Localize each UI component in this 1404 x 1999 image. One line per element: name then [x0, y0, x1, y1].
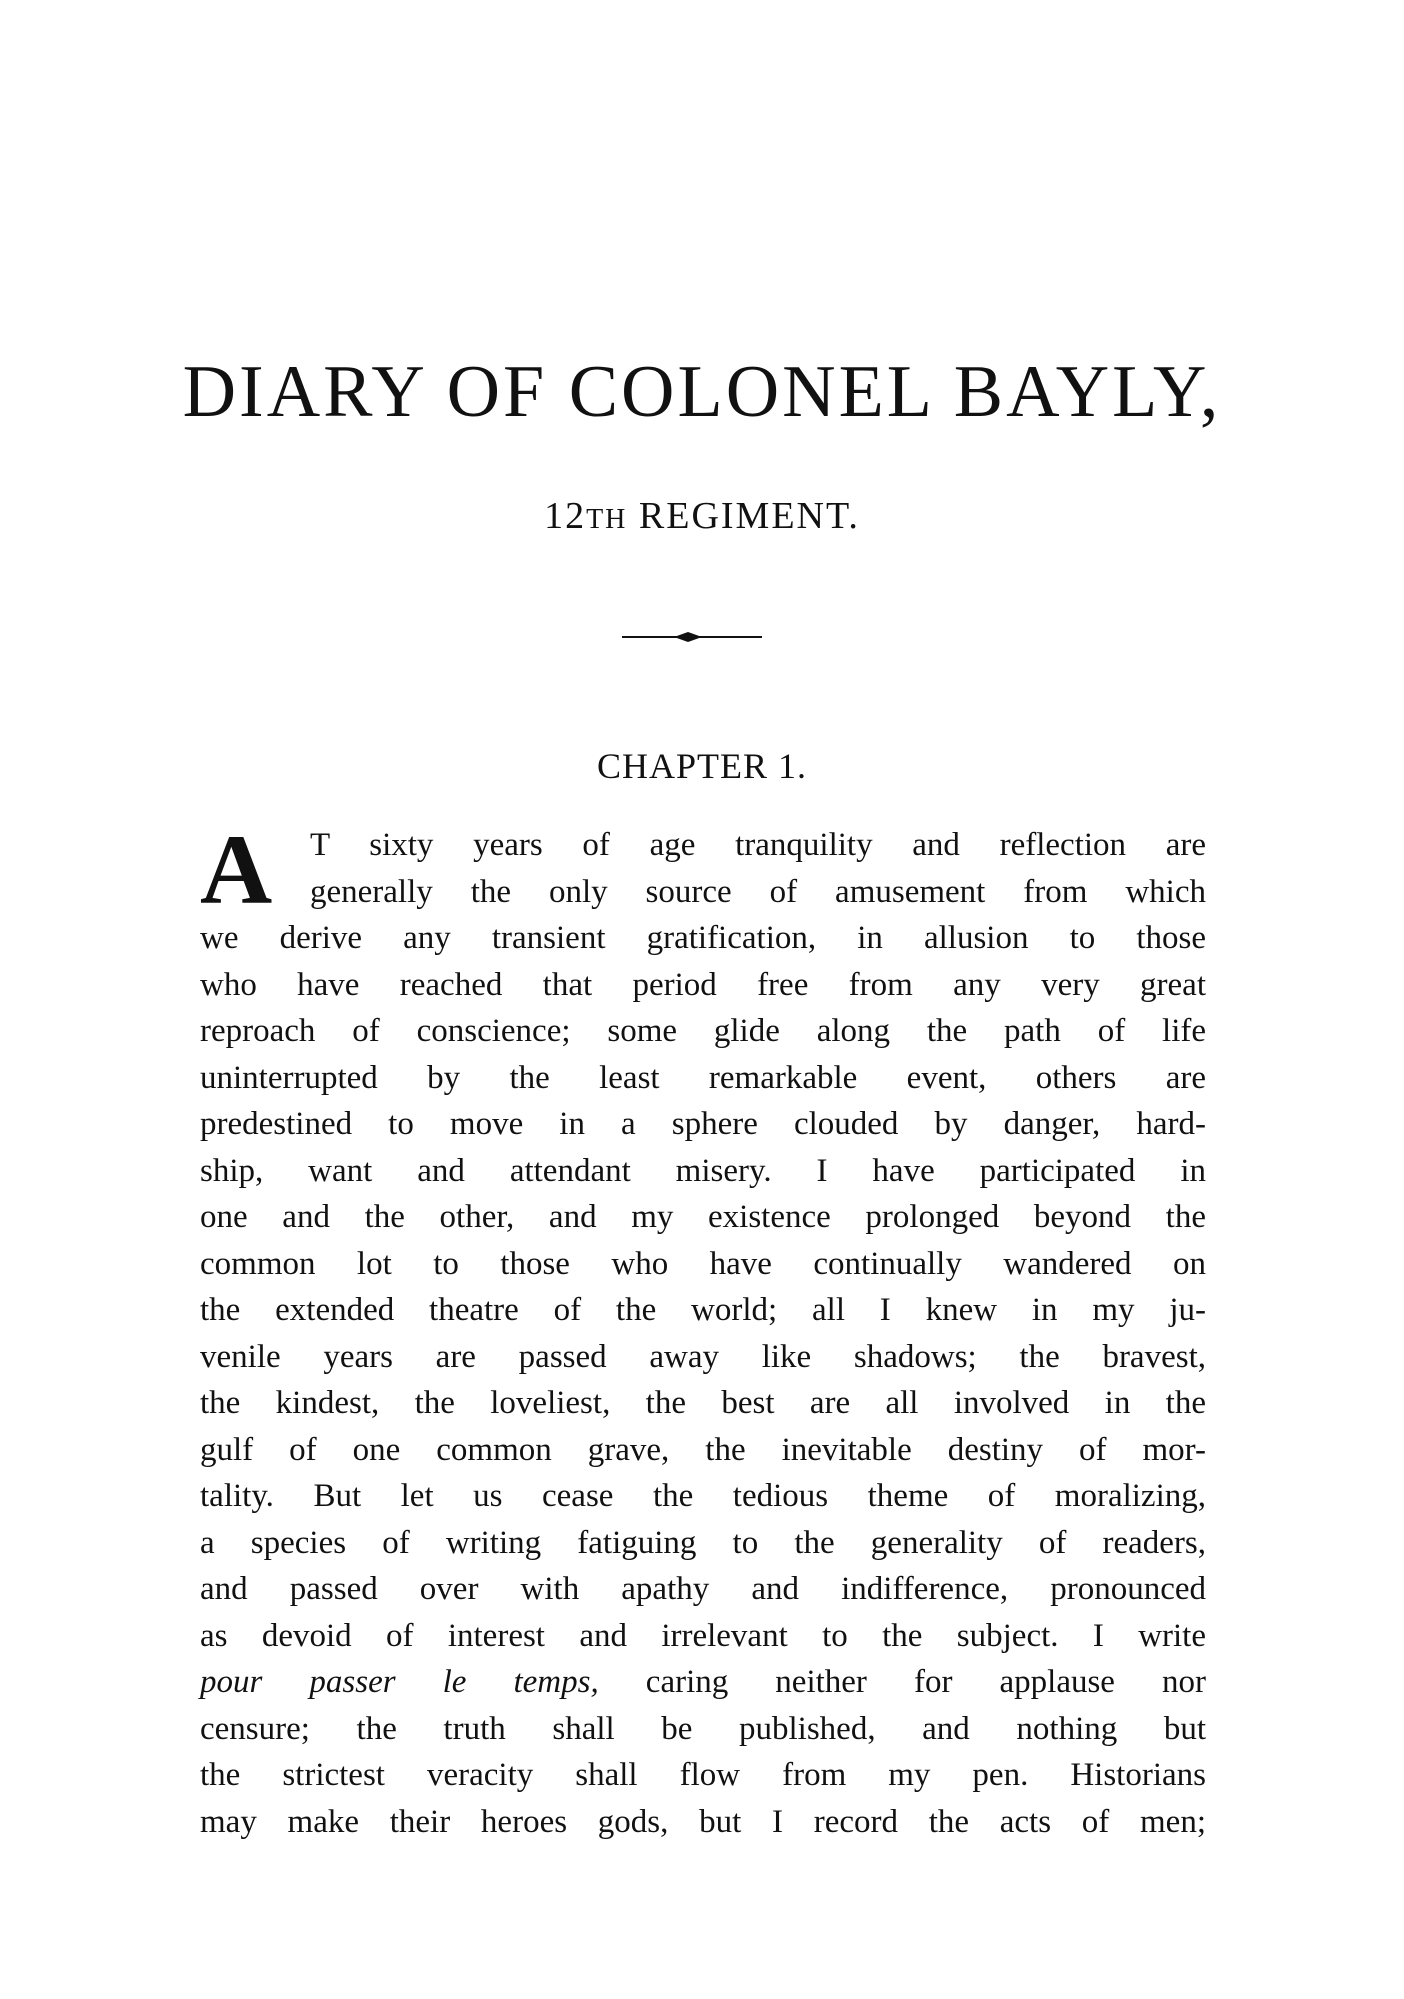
italic-phrase: pour passer le temps, [200, 1664, 599, 1700]
line-remainder: caring neither for applause nor [645, 1664, 1206, 1700]
drop-cap: A [200, 814, 273, 925]
text-line: the kindest, the loveliest, the best are all involved in the [200, 1385, 1206, 1421]
text-line: ship, want and attendant misery. I have participated in [200, 1152, 1206, 1189]
text-line: a species of writing fatiguing to the generality of readers, [200, 1524, 1206, 1561]
subtitle-suffix: TH [586, 504, 628, 535]
text-line: we derive any transient gratification, in allusion to those [200, 920, 1206, 956]
book-title: DIARY OF COLONEL BAYLY, [182, 351, 1222, 433]
text-line: venile years are passed away like shadows; the bravest, [200, 1338, 1206, 1375]
text-line: as devoid of interest and irrelevant to the subject. I write [200, 1617, 1206, 1654]
subtitle-number: 12 [544, 495, 587, 537]
text-line: gulf of one common grave, the inevitable destiny of mor- [200, 1431, 1206, 1468]
text-line: and passed over with apathy and indifference, pronounced [200, 1571, 1206, 1607]
subtitle-word: REGIMENT. [638, 495, 860, 537]
text-line: may make their heroes gods, but I record the acts of men; [200, 1803, 1206, 1840]
text-line: who have reached that period free from any very great [200, 966, 1206, 1003]
text-line: uninterrupted by the least remarkable event, others are [200, 1059, 1206, 1096]
divider-ornament-icon [622, 626, 762, 648]
text-line: tality. But let us cease the tedious theme of moralizing, [200, 1478, 1206, 1514]
chapter-body [200, 814, 1206, 1845]
text-line: predestined to move in a sphere clouded by danger, hard- [200, 1106, 1206, 1142]
text-line: the extended theatre of the world; all I knew in my ju- [200, 1292, 1206, 1328]
text-line: common lot to those who have continually wandered on [200, 1245, 1206, 1282]
text-line [200, 1659, 1206, 1706]
text-line: censure; the truth shall be published, and nothing but [200, 1710, 1206, 1747]
text-line: reproach of conscience; some glide along the path of life [200, 1013, 1206, 1049]
regiment-subtitle [0, 497, 1404, 535]
text-line: one and the other, and my existence prolonged beyond the [200, 1199, 1206, 1235]
text-line: the strictest veracity shall flow from my pen. Historians [200, 1757, 1206, 1793]
text-line: generally the only source of amusement from which [310, 873, 1206, 910]
text-line: T sixty years of age tranquility and reflection are [310, 827, 1206, 863]
chapter-heading: CHAPTER 1. [596, 746, 808, 786]
